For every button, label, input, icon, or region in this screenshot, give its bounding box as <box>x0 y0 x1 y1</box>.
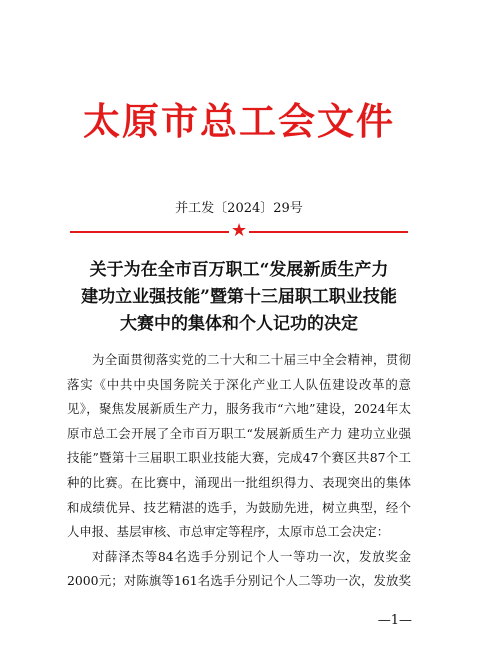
body-line: 原市总工会开展了全市百万职工“发展新质生产力 建功立业强 <box>67 425 411 441</box>
document-title-line: 大赛中的集体和个人记功的决定 <box>120 314 358 334</box>
red-rule-left <box>70 231 229 233</box>
red-rule-right <box>249 231 408 233</box>
document-body <box>67 348 411 594</box>
body-line: 见》，聚焦发展新质生产力，服务我市“六地”建设，2024年太 <box>67 401 411 417</box>
body-line: 人申报、基层审核、市总审定等程序，太原市总工会决定： <box>67 524 390 540</box>
body-line: 种的比赛。在比赛中，涌现出一批组织得力、表现突出的集体 <box>67 474 411 490</box>
body-line: 对薛泽杰等84名选手分别记个人一等功一次，发放奖金 <box>92 548 411 564</box>
document-header-title: 太原市总工会文件 <box>83 100 395 143</box>
body-line: 技能”暨第十三届职工职业技能大赛，完成47个赛区共87个工 <box>67 450 411 466</box>
body-line: 落实《中共中央国务院关于深化产业工人队伍建设改革的意 <box>67 376 411 392</box>
document-number: 并工发〔2024〕29号 <box>175 201 303 216</box>
body-line: 和成绩优异、技艺精湛的选手，为鼓励先进，树立典型，经个 <box>67 499 411 515</box>
body-line: 为全面贯彻落实党的二十大和二十届三中全会精神，贯彻 <box>92 352 411 367</box>
body-line: 2000元；对陈旗等161名选手分别记个人二等功一次，发放奖 <box>67 573 411 589</box>
star-icon: ★ <box>231 220 248 241</box>
red-divider <box>70 220 408 241</box>
document-title <box>40 257 438 338</box>
document-title-line: 建功立业强技能”暨第十三届职工职业技能 <box>81 287 397 307</box>
document-title-line: 关于为在全市百万职工“发展新质生产力 <box>89 260 389 280</box>
page-number: —1— <box>377 613 412 628</box>
